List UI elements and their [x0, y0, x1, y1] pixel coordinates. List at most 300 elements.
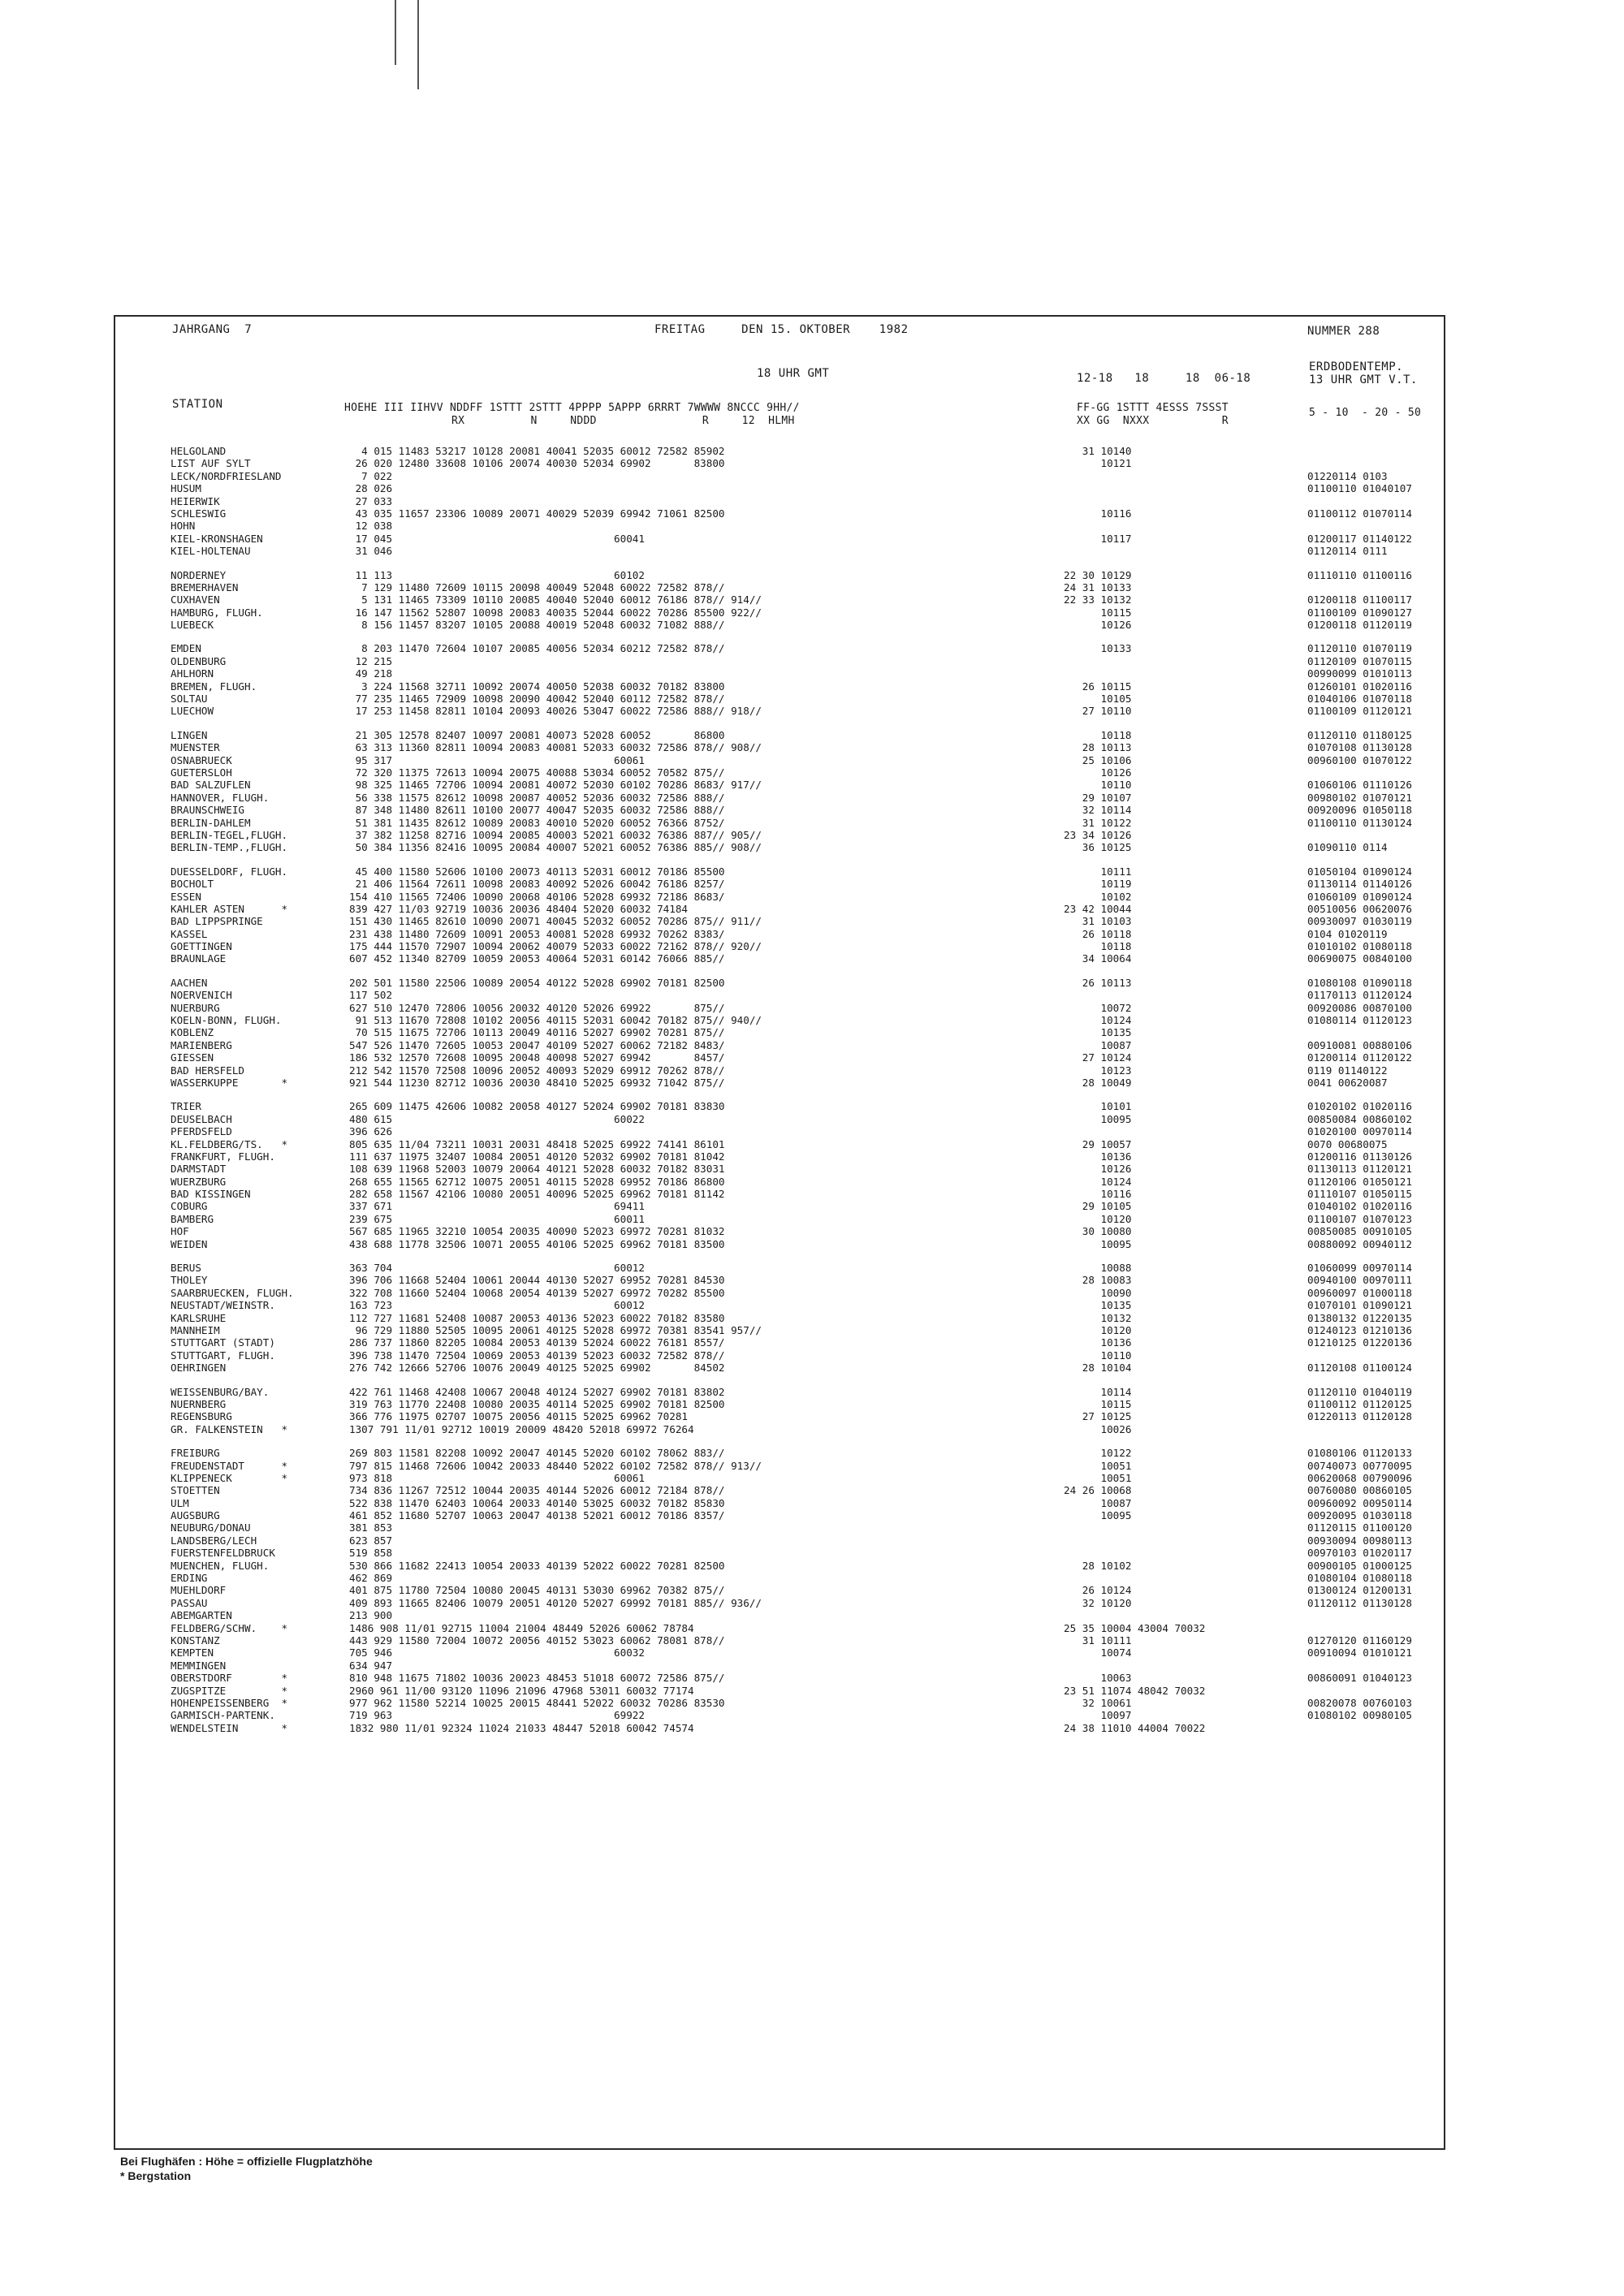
- period-code: 27 10110: [1064, 705, 1132, 718]
- station-name: WENDELSTEIN *: [171, 1721, 288, 1734]
- station-name: GARMISCH-PARTENK.: [171, 1709, 275, 1722]
- synop-code: 154 410 11565 72406 10090 20068 40106 52028 69932 72186 8683/: [349, 890, 725, 903]
- soil-temp: 01100112 01120125: [1307, 1397, 1412, 1410]
- synop-code: 322 708 11660 52404 10068 20054 40139 52027 69972 70282 85500: [349, 1286, 725, 1299]
- table-row: [120, 470, 1444, 482]
- table-row: [120, 1026, 1444, 1038]
- group-spacer: [120, 631, 1444, 642]
- station-name: HUSUM: [171, 482, 201, 495]
- group-5: [120, 865, 1444, 965]
- station-name: BERLIN-TEMP.,FLUGH.: [171, 841, 288, 854]
- group-spacer: [120, 965, 1444, 977]
- table-row: [120, 1039, 1444, 1051]
- observation-time: 18 UHR GMT: [757, 367, 830, 380]
- soil-temp: 01120106 01050121: [1307, 1175, 1412, 1188]
- synop-code: 175 444 11570 72907 10094 20062 40079 52033 60022 72162 878// 920//: [349, 940, 762, 953]
- synop-code: 12 038: [349, 520, 393, 533]
- synop-code: 973 818 60061: [349, 1471, 645, 1484]
- table-row: [120, 1349, 1444, 1362]
- table-row: [120, 1521, 1444, 1534]
- station-name: MUEHLDORF: [171, 1584, 227, 1597]
- table-row: [120, 495, 1444, 507]
- soil-temp: 01300124 01200131: [1307, 1584, 1412, 1597]
- station-name: HAMBURG, FLUGH.: [171, 606, 263, 619]
- synop-code: 111 637 11975 32407 10084 20051 40120 52032 69902 70181 81042: [349, 1150, 725, 1163]
- synop-code: 409 893 11665 82406 10079 20051 40120 52027 69992 70181 885// 936//: [349, 1596, 762, 1609]
- period-code: 10126: [1064, 619, 1132, 632]
- station-name: OEHRINGEN: [171, 1362, 227, 1375]
- station-name: ZUGSPITZE *: [171, 1684, 288, 1697]
- station-name: NOERVENICH: [171, 989, 232, 1002]
- synop-code: 231 438 11480 72609 10091 20053 40081 52028 69932 70262 8383/: [349, 927, 725, 940]
- station-name: FRANKFURT, FLUGH.: [171, 1150, 275, 1163]
- soil-temp: 01070101 01090121: [1307, 1299, 1412, 1312]
- synop-code: 108 639 11968 52003 10079 20064 40121 52028 60032 70182 83031: [349, 1163, 725, 1176]
- station-name: GR. FALKENSTEIN *: [171, 1422, 288, 1435]
- synop-code: 91 513 11670 72808 10102 20056 40115 52031 60042 70182 875// 940//: [349, 1014, 762, 1027]
- soil-temp: 01100110 01130124: [1307, 816, 1412, 829]
- soil-temp: 01100112 01070114: [1307, 507, 1412, 520]
- synop-code: 634 947: [349, 1659, 393, 1672]
- soil-temp: 01040106 01070118: [1307, 693, 1412, 706]
- period-code: 10124: [1064, 1175, 1132, 1188]
- synop-code: 705 946 60032: [349, 1646, 645, 1659]
- period-code: 28 10113: [1064, 741, 1132, 754]
- table-row: [120, 1274, 1444, 1286]
- table-row: [120, 1100, 1444, 1112]
- station-name: STUTTGART, FLUGH.: [171, 1349, 275, 1362]
- table-row: [120, 865, 1444, 878]
- station-name: WUERZBURG: [171, 1175, 227, 1188]
- station-name: HOHN: [171, 520, 196, 533]
- soil-temp: 01080114 01120123: [1307, 1014, 1412, 1027]
- soil-temp-subtitle: 13 UHR GMT V.T.: [1309, 373, 1418, 386]
- soil-temp: 00960092 00950114: [1307, 1496, 1412, 1509]
- table-row: [120, 989, 1444, 1001]
- period-code: 28 10083: [1064, 1274, 1132, 1287]
- station-name: AHLHORN: [171, 667, 214, 680]
- period-code: 26 10113: [1064, 976, 1132, 989]
- station-name: KLIPPENECK *: [171, 1471, 288, 1484]
- table-row: [120, 1200, 1444, 1212]
- soil-temp: 0041 00620087: [1307, 1076, 1388, 1089]
- table-row: [120, 1609, 1444, 1621]
- soil-temp: 01120110 01070119: [1307, 642, 1412, 655]
- period-code: 10116: [1064, 507, 1132, 520]
- station-name: NORDERNEY: [171, 568, 227, 581]
- synop-code: 366 776 11975 02707 10075 20056 40115 52025 69962 70281: [349, 1410, 689, 1423]
- station-name: EMDEN: [171, 642, 201, 655]
- period-code: 10101: [1064, 1100, 1132, 1113]
- period-code: 23 51 11074 48042 70032: [1064, 1684, 1206, 1697]
- synop-code: 805 635 11/04 73211 10031 20031 48418 52025 69922 74141 86101: [349, 1137, 725, 1150]
- code-header-period: FF-GG 1STTT 4ESSS 7SSST: [1077, 402, 1229, 414]
- soil-temp: 01090110 0114: [1307, 841, 1388, 854]
- soil-temp: 01130113 01120121: [1307, 1163, 1412, 1176]
- table-row: [120, 520, 1444, 532]
- table-row: [120, 1497, 1444, 1509]
- station-name: LUEBECK: [171, 619, 214, 632]
- synop-code: 461 852 11680 52707 10063 20047 40138 52021 60012 70186 8357/: [349, 1509, 725, 1522]
- synop-code: 381 853: [349, 1521, 393, 1534]
- station-name: KONSTANZ: [171, 1634, 220, 1646]
- soil-temp: 00960100 01070122: [1307, 753, 1412, 766]
- period-code: 10136: [1064, 1336, 1132, 1349]
- station-column-header: STATION: [172, 398, 223, 411]
- soil-temp: 00850085 00910105: [1307, 1225, 1412, 1238]
- station-name: AACHEN: [171, 976, 208, 989]
- period-code: 26 10115: [1064, 680, 1132, 693]
- station-name: SAARBRUECKEN, FLUGH.: [171, 1286, 294, 1299]
- table-row: [120, 1324, 1444, 1336]
- station-name: HEIERWIK: [171, 494, 220, 507]
- soil-temp: 00820078 00760103: [1307, 1696, 1412, 1709]
- code-header-period-sub: XX GG NXXX R: [1077, 415, 1229, 427]
- period-code: 10087: [1064, 1496, 1132, 1509]
- station-name: BOCHOLT: [171, 878, 214, 891]
- synop-code: 202 501 11580 22506 10089 20054 40122 52028 69902 70181 82500: [349, 976, 725, 989]
- station-name: STUTTGART (STADT): [171, 1336, 275, 1349]
- period-code: 25 35 10004 43004 70032: [1064, 1621, 1206, 1634]
- synop-code: 77 235 11465 72909 10098 20090 40042 52040 60112 72582 878//: [349, 693, 725, 706]
- station-name: BERUS: [171, 1262, 201, 1275]
- soil-temp: 00990099 01010113: [1307, 667, 1412, 680]
- synop-code: 607 452 11340 82709 10059 20053 40064 52031 60142 76066 885//: [349, 952, 725, 965]
- station-name: STOETTEN: [171, 1484, 220, 1497]
- station-name: BAD SALZUFLEN: [171, 779, 251, 792]
- table-row: [120, 1014, 1444, 1026]
- station-name: THOLEY: [171, 1274, 208, 1287]
- station-name: BERLIN-DAHLEM: [171, 816, 251, 829]
- period-code: 10102: [1064, 890, 1132, 903]
- period-code: 23 42 10044: [1064, 902, 1132, 915]
- table-row: [120, 878, 1444, 890]
- table-row: [120, 1423, 1444, 1435]
- synop-code: 839 427 11/03 92719 10036 20036 48404 52020 60032 74184: [349, 902, 689, 915]
- synop-code: 462 869: [349, 1572, 393, 1585]
- table-row: [120, 1547, 1444, 1559]
- synop-code: 37 382 11258 82716 10094 20085 40003 52021 60032 76386 887// 905//: [349, 828, 762, 841]
- soil-temp: 01060099 00970114: [1307, 1262, 1412, 1275]
- group-spacer: [120, 1375, 1444, 1386]
- synop-code: 396 706 11668 52404 10061 20044 40130 52027 69952 70281 84530: [349, 1274, 725, 1287]
- table-row: [120, 779, 1444, 791]
- soil-temp: 01220113 01120128: [1307, 1410, 1412, 1423]
- soil-temp: 01050104 01090124: [1307, 865, 1412, 878]
- period-header: 12-18 18 18 06-18: [1077, 372, 1251, 385]
- synop-code: 7 022: [349, 469, 393, 482]
- period-code: 10110: [1064, 1349, 1132, 1362]
- station-name: HOHENPEISSENBERG *: [171, 1696, 288, 1709]
- soil-temp: 0119 01140122: [1307, 1064, 1388, 1077]
- station-name: KOBLENZ: [171, 1026, 214, 1039]
- synop-code: 547 526 11470 72605 10053 20047 40109 52027 60062 72182 8483/: [349, 1038, 725, 1051]
- period-code: 31 10122: [1064, 816, 1132, 829]
- station-name: DARMSTADT: [171, 1163, 227, 1176]
- period-code: 22 33 10132: [1064, 593, 1132, 606]
- station-name: OLDENBURG: [171, 654, 227, 667]
- table-row: [120, 642, 1444, 654]
- soil-temp: 00910094 01010121: [1307, 1646, 1412, 1659]
- station-name: TRIER: [171, 1100, 201, 1113]
- soil-temp: 00620068 00790096: [1307, 1471, 1412, 1484]
- synop-code: 1832 980 11/01 92324 11024 21033 48447 52018 60042 74574: [349, 1721, 694, 1734]
- soil-temp: 0104 01020119: [1307, 927, 1388, 940]
- synop-code: 522 838 11470 62403 10064 20033 40140 53025 60032 70182 85830: [349, 1496, 725, 1509]
- synop-code: 21 305 12578 82407 10097 20081 40073 52028 60052 86800: [349, 728, 725, 741]
- period-code: 26 10124: [1064, 1584, 1132, 1597]
- period-code: 10135: [1064, 1299, 1132, 1312]
- table-row: [120, 952, 1444, 965]
- soil-temp: 01060106 01110126: [1307, 779, 1412, 792]
- period-code: 10123: [1064, 1064, 1132, 1077]
- soil-temp: 00920096 01050118: [1307, 804, 1412, 817]
- footnote-mountain-station: * Bergstation: [120, 2169, 192, 2182]
- station-name: GOETTINGEN: [171, 940, 232, 953]
- table-row: [120, 667, 1444, 680]
- period-code: 10026: [1064, 1422, 1132, 1435]
- soil-temp: 01010102 01080118: [1307, 940, 1412, 953]
- station-name: BAD KISSINGEN: [171, 1188, 251, 1201]
- soil-temp: 00940100 00970111: [1307, 1274, 1412, 1287]
- soil-temp: 01380132 01220135: [1307, 1311, 1412, 1324]
- period-code: 10136: [1064, 1150, 1132, 1163]
- synop-code: 239 675 60011: [349, 1212, 645, 1225]
- station-name: AUGSBURG: [171, 1509, 220, 1522]
- group-spacer: [120, 1435, 1444, 1447]
- table-row: [120, 754, 1444, 766]
- period-code: 10126: [1064, 1163, 1132, 1176]
- station-name: BREMEN, FLUGH.: [171, 680, 257, 693]
- table-row: [120, 891, 1444, 903]
- synop-code: 31 046: [349, 545, 393, 558]
- station-name: GIESSEN: [171, 1051, 214, 1064]
- code-header-main: HOEHE III IIHVV NDDFF 1STTT 2STTT 4PPPP 5APPP 6RRRT 7WWWW 8NCCC 9HH//: [344, 402, 800, 414]
- table-row: [120, 1002, 1444, 1014]
- period-code: 28 10102: [1064, 1559, 1132, 1572]
- synop-code: 2960 961 11/00 93120 11096 21096 47968 53011 60032 77174: [349, 1684, 694, 1697]
- soil-temp: 01120112 01130128: [1307, 1596, 1412, 1609]
- table-row: [120, 619, 1444, 631]
- table-row: [120, 928, 1444, 940]
- table-row: [120, 1225, 1444, 1237]
- period-code: 10121: [1064, 457, 1132, 470]
- soil-temp: 01110110 01100116: [1307, 568, 1412, 581]
- period-code: 36 10125: [1064, 841, 1132, 854]
- soil-temp: 00760080 00860105: [1307, 1484, 1412, 1497]
- soil-temp: 00980102 01070121: [1307, 791, 1412, 804]
- synop-code: 51 381 11435 82612 10089 20083 40010 52020 60052 76366 8752/: [349, 816, 725, 829]
- soil-temp: 01100109 01090127: [1307, 606, 1412, 619]
- table-row: [120, 1064, 1444, 1077]
- table-row: [120, 593, 1444, 606]
- soil-temp: 00860091 01040123: [1307, 1672, 1412, 1685]
- synop-code: 797 815 11468 72606 10042 20033 48440 52022 60102 72582 878// 913//: [349, 1459, 762, 1472]
- station-name: KIEL-HOLTENAU: [171, 545, 251, 558]
- station-name: BRAUNLAGE: [171, 952, 227, 965]
- station-name: SOLTAU: [171, 693, 208, 706]
- synop-code: 8 203 11470 72604 10107 20085 40056 52034 60212 72582 878//: [349, 642, 725, 655]
- table-row: [120, 1722, 1444, 1734]
- soil-temp: 01080104 01080118: [1307, 1572, 1412, 1585]
- soil-temp: 01130114 01140126: [1307, 878, 1412, 891]
- synop-code: 286 737 11860 82205 10084 20053 40139 52024 60022 76181 8557/: [349, 1336, 725, 1349]
- soil-temp: 01100109 01120121: [1307, 705, 1412, 718]
- table-row: [120, 1077, 1444, 1089]
- group-spacer: [120, 854, 1444, 865]
- soil-temp: 01070108 01130128: [1307, 741, 1412, 754]
- synop-code: 7 129 11480 72609 10115 20098 40049 52048 60022 72582 878//: [349, 580, 725, 593]
- synop-code: 50 384 11356 82416 10095 20084 40007 52021 60052 76386 885// 908//: [349, 841, 762, 854]
- synop-code: 719 963 69922: [349, 1709, 645, 1722]
- synop-code: 265 609 11475 42606 10082 20058 40127 52024 69902 70181 83830: [349, 1100, 725, 1113]
- period-code: 29 10057: [1064, 1137, 1132, 1150]
- period-code: 32 10061: [1064, 1696, 1132, 1709]
- table-row: [120, 829, 1444, 841]
- period-code: 10105: [1064, 693, 1132, 706]
- period-code: 10072: [1064, 1001, 1132, 1014]
- period-code: 10095: [1064, 1112, 1132, 1125]
- table-row: [120, 1646, 1444, 1659]
- table-row: [120, 1188, 1444, 1200]
- table-row: [120, 545, 1444, 557]
- soil-temp: 01080102 00980105: [1307, 1709, 1412, 1722]
- station-name: LUECHOW: [171, 705, 214, 718]
- synop-code: 112 727 11681 52408 10087 20053 40136 52023 60022 70182 83580: [349, 1311, 725, 1324]
- soil-temp: 01040102 01020116: [1307, 1200, 1412, 1213]
- period-code: 27 10125: [1064, 1410, 1132, 1423]
- synop-code: 17 253 11458 82811 10104 20093 40026 53047 60022 72586 888// 918//: [349, 705, 762, 718]
- synop-code: 443 929 11580 72004 10072 20056 40152 53023 60062 78081 878//: [349, 1634, 725, 1646]
- period-code: 23 34 10126: [1064, 828, 1132, 841]
- period-code: 10095: [1064, 1509, 1132, 1522]
- synop-code: 627 510 12470 72806 10056 20032 40120 52026 69922 875//: [349, 1001, 725, 1014]
- synop-code: 186 532 12570 72608 10095 20048 40098 52027 69942 8457/: [349, 1051, 725, 1064]
- synop-code: 276 742 12666 52706 10076 20049 40125 52025 69902 84502: [349, 1362, 725, 1375]
- synop-code: 401 875 11780 72504 10080 20045 40131 53030 69962 70382 875//: [349, 1584, 725, 1597]
- table-row: [120, 1685, 1444, 1697]
- period-code: 10088: [1064, 1262, 1132, 1275]
- code-header-main-sub: RX N NDDD R 12 HLMH: [451, 415, 795, 427]
- period-code: 24 31 10133: [1064, 580, 1132, 593]
- table-row: [120, 804, 1444, 816]
- table-row: [120, 766, 1444, 779]
- table-row: [120, 1659, 1444, 1672]
- synop-code: 16 147 11562 52807 10098 20083 40035 52044 60022 70286 85500 922//: [349, 606, 762, 619]
- station-name: FREUDENSTADT *: [171, 1459, 288, 1472]
- table-row: [120, 977, 1444, 989]
- table-row: [120, 1447, 1444, 1459]
- soil-temp: 01080106 01120133: [1307, 1447, 1412, 1460]
- synop-code: 396 626: [349, 1125, 393, 1138]
- table-row: [120, 507, 1444, 520]
- synop-code: 28 026: [349, 482, 393, 495]
- station-name: KARLSRUHE: [171, 1311, 227, 1324]
- table-row: [120, 903, 1444, 915]
- synop-code: 921 544 11230 82712 10036 20030 48410 52025 69932 71042 875//: [349, 1076, 725, 1089]
- station-name: LIST AUF SYLT: [171, 457, 251, 470]
- period-code: 10132: [1064, 1311, 1132, 1324]
- synop-code: 56 338 11575 82612 10098 20087 40052 52036 60032 72586 888//: [349, 791, 725, 804]
- synop-code: 63 313 11360 82811 10094 20083 40081 52033 60032 72586 878// 908//: [349, 741, 762, 754]
- station-name: PASSAU: [171, 1596, 208, 1609]
- table-row: [120, 1150, 1444, 1163]
- period-code: 29 10105: [1064, 1200, 1132, 1213]
- table-row: [120, 1299, 1444, 1311]
- table-row: [120, 1509, 1444, 1521]
- synop-code: 567 685 11965 32210 10054 20035 40090 52023 69972 70281 81032: [349, 1225, 725, 1238]
- synop-code: 319 763 11770 22408 10080 20035 40114 52025 69902 70181 82500: [349, 1397, 725, 1410]
- soil-temp: 01200117 01140122: [1307, 532, 1412, 545]
- period-code: 29 10107: [1064, 791, 1132, 804]
- table-row: [120, 693, 1444, 705]
- soil-temp: 01020102 01020116: [1307, 1100, 1412, 1113]
- synop-code: 3 224 11568 32711 10092 20074 40050 52038 60032 70182 83800: [349, 680, 725, 693]
- synop-code: 11 113 60102: [349, 568, 645, 581]
- soil-temp: 01100110 01040107: [1307, 482, 1412, 495]
- period-code: 10090: [1064, 1286, 1132, 1299]
- station-name: WASSERKUPPE *: [171, 1076, 288, 1089]
- period-code: 10117: [1064, 532, 1132, 545]
- station-name: ABEMGARTEN: [171, 1609, 232, 1622]
- period-code: 10120: [1064, 1212, 1132, 1225]
- table-row: [120, 457, 1444, 469]
- synop-code: 26 020 12480 33608 10106 20074 40030 52034 69902 83800: [349, 457, 725, 470]
- table-row: [120, 1672, 1444, 1684]
- soil-temp: 00850084 00860102: [1307, 1112, 1412, 1125]
- synop-code: 8 156 11457 83207 10105 20088 40019 52048 60032 71082 888//: [349, 619, 725, 632]
- synop-code: 21 406 11564 72611 10098 20083 40092 52026 60042 76186 8257/: [349, 878, 725, 891]
- table-row: [120, 482, 1444, 494]
- station-name: MUENSTER: [171, 741, 220, 754]
- group-3: [120, 642, 1444, 717]
- period-code: 28 10104: [1064, 1362, 1132, 1375]
- report-number: NUMMER 288: [1307, 325, 1380, 338]
- soil-temp: 01120109 01070115: [1307, 654, 1412, 667]
- synop-code: 212 542 11570 72508 10096 20052 40093 52029 69912 70262 878//: [349, 1064, 725, 1077]
- soil-temp: 01240123 01210136: [1307, 1324, 1412, 1336]
- soil-temp: 01200116 01130126: [1307, 1150, 1412, 1163]
- period-code: 24 38 11010 44004 70022: [1064, 1721, 1206, 1734]
- station-name: HELGOLAND: [171, 445, 227, 457]
- table-row: [120, 1709, 1444, 1721]
- station-name: BAD HERSFELD: [171, 1064, 244, 1077]
- table-row: [120, 680, 1444, 693]
- table-row: [120, 445, 1444, 457]
- station-name: MARIENBERG: [171, 1038, 232, 1051]
- synop-code: 282 658 11567 42106 10080 20051 40096 52025 69962 70181 81142: [349, 1188, 725, 1201]
- soil-temp: 01120110 01180125: [1307, 728, 1412, 741]
- period-code: 10051: [1064, 1459, 1132, 1472]
- station-name: BAMBERG: [171, 1212, 214, 1225]
- synop-code: 45 400 11580 52606 10100 20073 40113 52031 60012 70186 85500: [349, 865, 725, 878]
- soil-temp: 00920086 00870100: [1307, 1001, 1412, 1014]
- synop-code: 422 761 11468 42408 10067 20048 40124 52027 69902 70181 83802: [349, 1385, 725, 1398]
- table-row: [120, 1287, 1444, 1299]
- period-code: 26 10118: [1064, 927, 1132, 940]
- table-row: [120, 1398, 1444, 1410]
- station-name: FREIBURG: [171, 1447, 220, 1460]
- table-row: [120, 1410, 1444, 1422]
- group-spacer: [120, 1250, 1444, 1262]
- soil-temp: 00910081 00880106: [1307, 1038, 1412, 1051]
- synop-code: 438 688 11778 32506 10071 20055 40106 52025 69962 70181 83500: [349, 1237, 725, 1250]
- synop-code: 98 325 11465 72706 10094 20081 40072 52030 60102 70286 8683/ 917//: [349, 779, 762, 792]
- table-row: [120, 1125, 1444, 1137]
- table-row: [120, 1362, 1444, 1374]
- station-name: BRAUNSCHWEIG: [171, 804, 244, 817]
- group-4: [120, 729, 1444, 854]
